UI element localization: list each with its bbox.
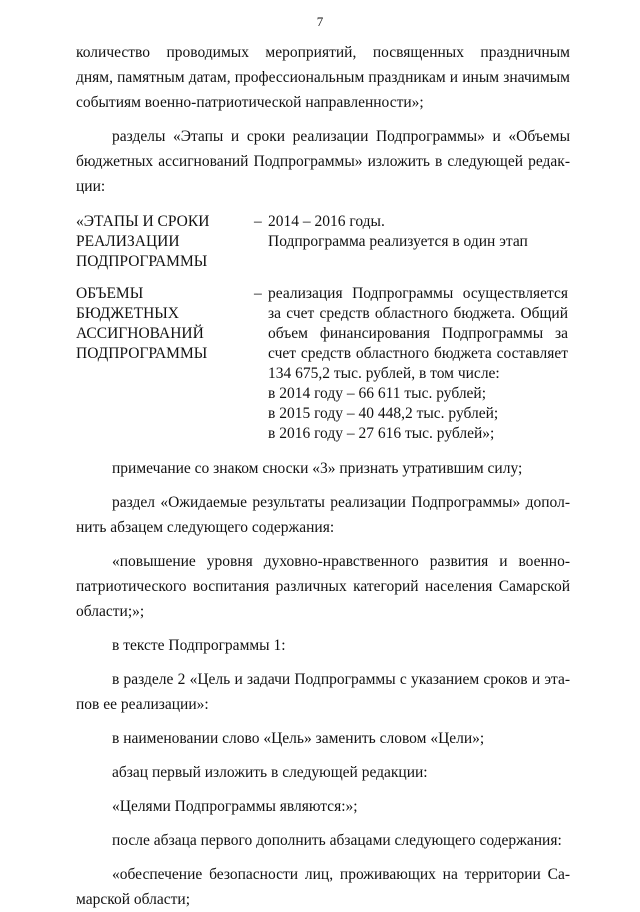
text-line: в тексте Подпрограммы 1: [112, 637, 286, 654]
sections-paragraph [76, 124, 570, 199]
table-row-stages [76, 212, 570, 274]
text-line: «обеспечение безопасности лиц, проживающих на территории Са- [112, 866, 570, 883]
text-line: количество проводимых мероприятий, посвященных праздничным [76, 44, 570, 61]
table-row-budget [76, 284, 570, 450]
text-line: марской области; [76, 891, 190, 908]
text-line: абзац первый изложить в следующей редакции: [112, 764, 428, 781]
text-line: пов ее реализации»: [76, 696, 209, 713]
text-line: «Целями Подпрограммы являются:»; [112, 798, 358, 815]
text-line: разделы «Этапы и сроки реализации Подпрограммы» и «Объемы [112, 128, 570, 145]
body-text [76, 456, 570, 912]
text-line: области;»; [76, 603, 145, 620]
row-dash: – [254, 213, 262, 230]
text-line: в разделе 2 «Цель и задачи Подпрограммы с указанием сроков и эта- [112, 671, 570, 688]
text-line: ции: [76, 178, 106, 195]
text-line: «повышение уровня духовно-нравственного развития и военно- [112, 553, 570, 570]
text-line: событиям военно-патриотической направленности»; [76, 94, 424, 111]
text-line: после абзаца первого дополнить абзацами следующего содержания: [112, 832, 562, 849]
text-line: дням, памятным датам, профессиональным праздникам и иным значимым [76, 69, 570, 86]
text-line: нить абзацем следующего содержания: [76, 519, 335, 536]
row-label: «ЭТАПЫ И СРОКИ РЕАЛИЗАЦИИ ПОДПРОГРАММЫ [76, 213, 210, 270]
row-value: реализация Подпрограммы осуществляется за счет средств областного бюджета. Общий объем финансирования Подпрограммы за счет средств областного бюджета составляет 134 675,2 тыс. рублей, в том числе: в 2014 году – 66 611 тыс. рублей; в 2015 году – 40 448,2 тыс. рублей; в 2016 году – 27 616 тыс. рублей»; [268, 285, 568, 442]
row-value: 2014 – 2016 годы. Подпрограмма реализуется в один этап [268, 213, 528, 250]
text-line: раздел «Ожидаемые результаты реализации Подпрограммы» допол- [112, 494, 570, 511]
text-line: патриотического воспитания различных категорий населения Самарской [76, 578, 570, 595]
text-line: бюджетных ассигнований Подпрограммы» изложить в следующей редак- [76, 153, 570, 170]
page-number: 7 [316, 14, 324, 29]
text-line: в наименовании слово «Цель» заменить словом «Цели»; [112, 730, 485, 747]
row-label: ОБЪЕМЫ БЮДЖЕТНЫХ АССИГНОВАНИЙ ПОДПРОГРАММЫ [76, 285, 208, 362]
text-line: примечание со знаком сноски «3» признать утратившим силу; [112, 460, 523, 477]
row-dash: – [254, 285, 262, 302]
intro-paragraph [76, 40, 570, 115]
